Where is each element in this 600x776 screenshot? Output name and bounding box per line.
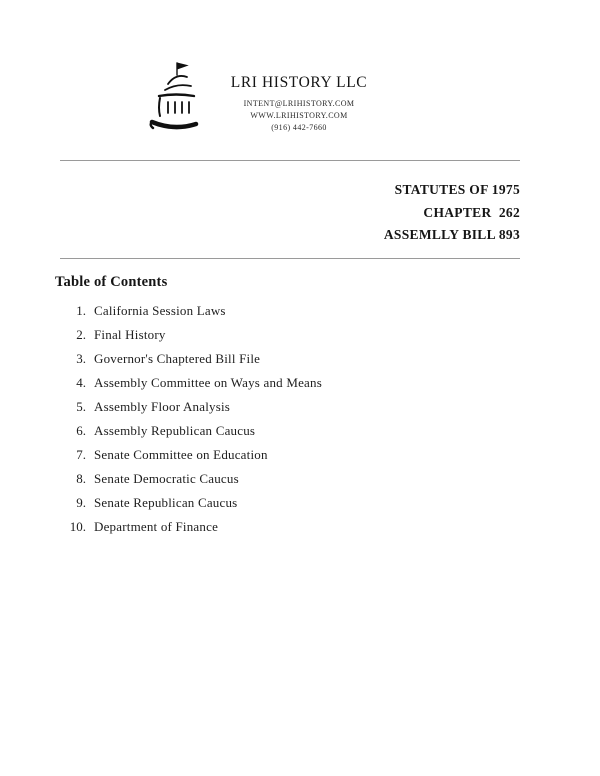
- toc-item-number: 1.: [76, 303, 86, 318]
- company-name: LRI HISTORY LLC: [230, 74, 368, 91]
- toc-item-number: 8.: [76, 471, 86, 486]
- toc-item-number: 10.: [69, 519, 86, 534]
- toc-item-label: Senate Committee on Education: [94, 447, 268, 462]
- company-email: INTENT@LRIHISTORY.COM: [243, 99, 355, 108]
- divider-bottom: [60, 258, 520, 259]
- toc-item: [55, 448, 475, 462]
- chapter-line: CHAPTER 262: [423, 204, 520, 220]
- toc-item-label: Senate Democratic Caucus: [94, 471, 239, 486]
- toc-item-label: Senate Republican Caucus: [94, 495, 238, 510]
- toc-item: [55, 424, 475, 438]
- statutes-year-line: STATUTES OF 1975: [394, 182, 520, 197]
- company-phone: (916) 442-7660: [271, 123, 327, 132]
- toc-item-label: Assembly Republican Caucus: [94, 423, 256, 438]
- toc-item-label: California Session Laws: [94, 303, 226, 318]
- toc-item: [55, 304, 475, 318]
- capitol-sketch-logo-icon: [144, 60, 208, 138]
- toc-item-number: 4.: [76, 375, 86, 390]
- toc-item-label: Governor's Chaptered Bill File: [94, 351, 261, 366]
- toc-item-number: 5.: [76, 399, 86, 414]
- toc-item-number: 6.: [76, 423, 86, 438]
- toc-item: [55, 400, 475, 414]
- toc-item: [55, 520, 475, 534]
- toc-item-label: Assembly Committee on Ways and Means: [94, 375, 322, 390]
- letterhead: [214, 74, 384, 134]
- toc-item: [55, 496, 475, 510]
- toc-item: [55, 328, 475, 342]
- toc-item: [55, 472, 475, 486]
- assembly-bill-line: ASSEMLLY BILL 893: [383, 227, 520, 242]
- divider-top: [60, 160, 520, 161]
- toc-item-label: Assembly Floor Analysis: [94, 399, 231, 414]
- toc-item-number: 2.: [76, 327, 86, 342]
- company-website: WWW.LRIHISTORY.COM: [250, 111, 348, 120]
- toc-item-number: 7.: [76, 447, 86, 462]
- toc-item: [55, 376, 475, 390]
- statute-title-block: [384, 179, 520, 247]
- toc-list: [55, 304, 475, 544]
- toc-item-label: Final History: [94, 327, 166, 342]
- toc-item-number: 9.: [76, 495, 86, 510]
- toc-item-number: 3.: [76, 351, 86, 366]
- toc-item: [55, 352, 475, 366]
- toc-item-label: Department of Finance: [94, 519, 219, 534]
- toc-heading: Table of Contents: [55, 274, 168, 290]
